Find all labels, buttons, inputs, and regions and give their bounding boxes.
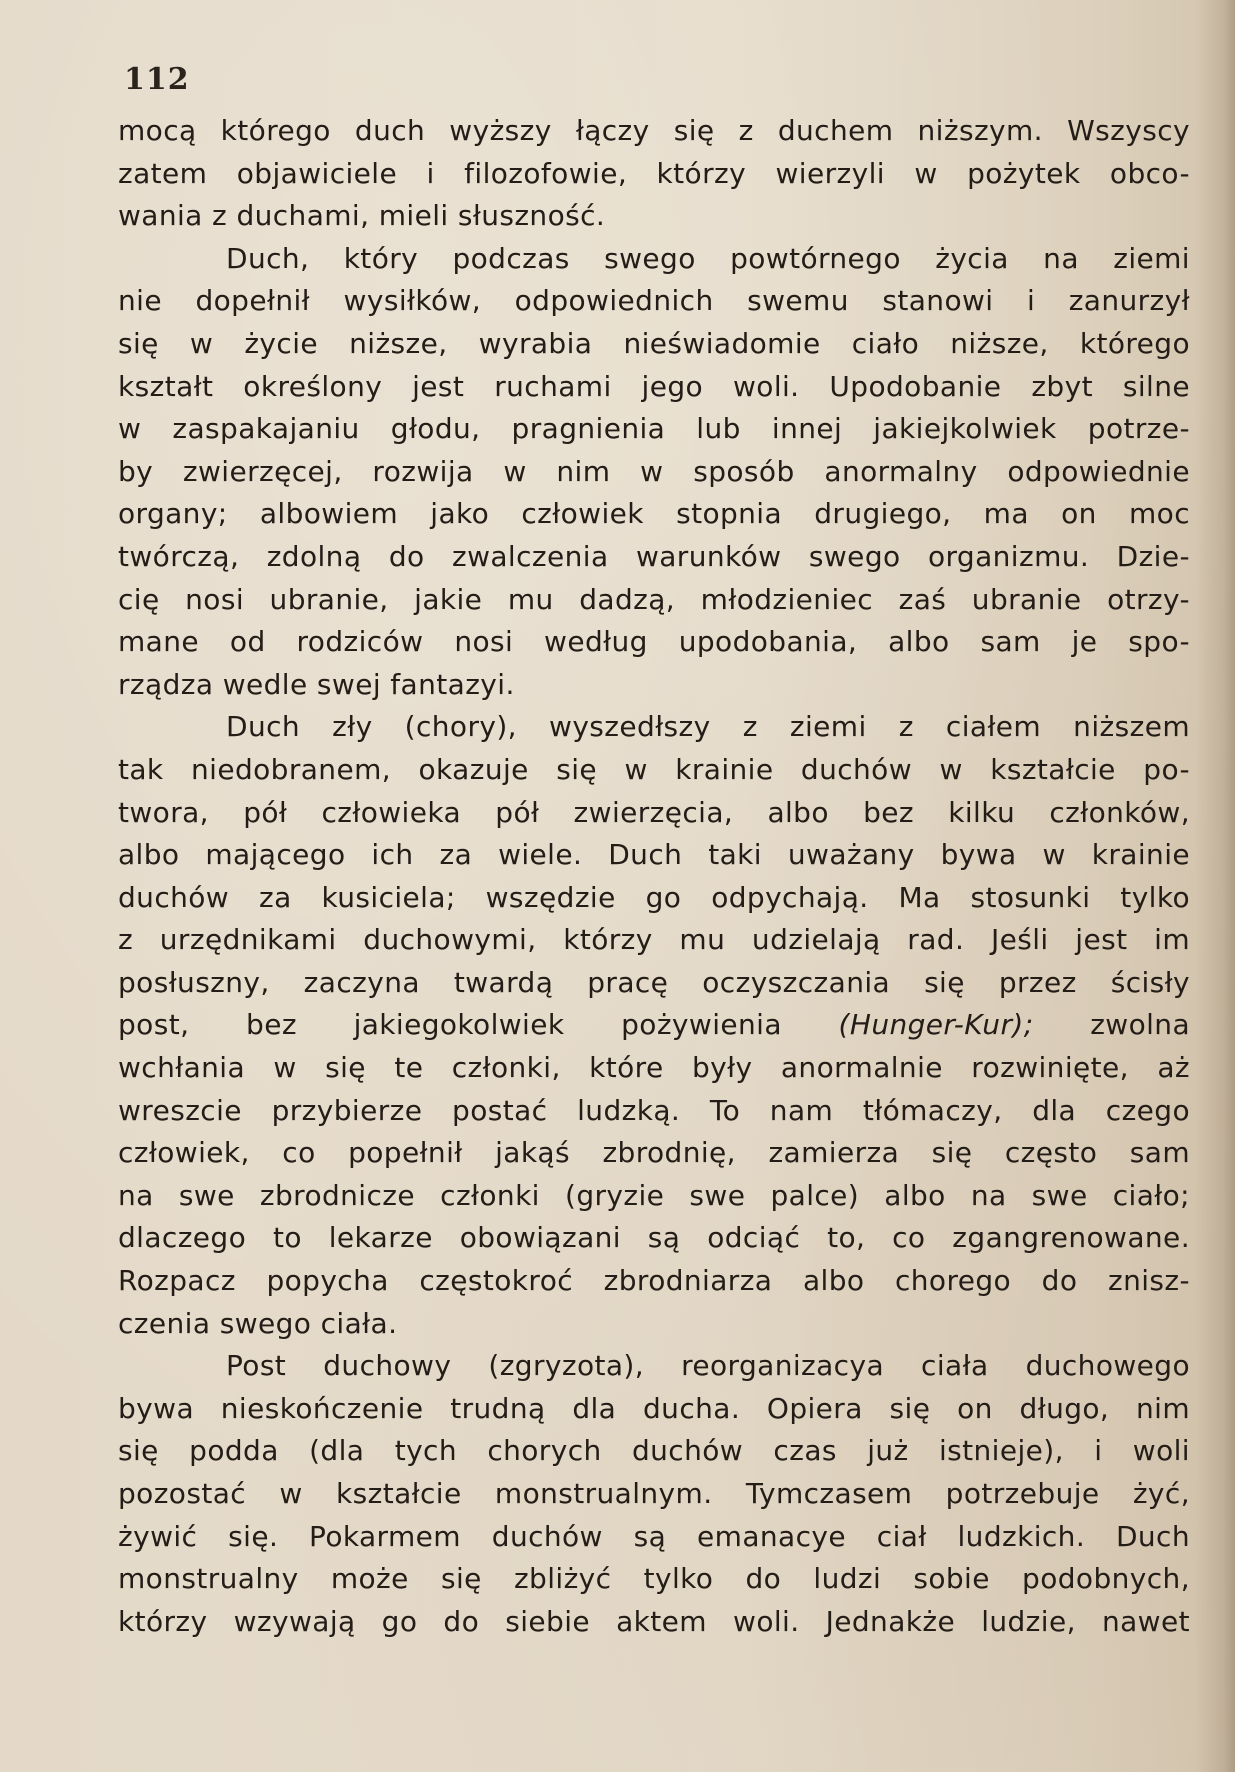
text-segment: post, bez jakiegokolwiek pożywienia (118, 1008, 782, 1042)
paragraph-first-line: Duch, który podczas swego powtórnego życia na ziemi (226, 241, 1190, 275)
text-line: pozostać w kształcie monstrualnym. Tymczasem potrzebuje żyć, (118, 1477, 1190, 1510)
text-line: wreszcie przybierze postać ludzką. To nam tłómaczy, dla czego (118, 1093, 1190, 1127)
text-line: mane od rodziców nosi według upodobania, albo sam je spo- (118, 625, 1190, 659)
text-line: albo mającego ich za wiele. Duch taki uważany bywa w krainie (118, 838, 1190, 872)
page-edge-shadow (1195, 0, 1235, 1772)
text-line: w zaspakajaniu głodu, pragnienia lub innej jakiejkolwiek potrze- (118, 412, 1190, 446)
paragraph-first-line: Duch zły (chory), wyszedłszy z ziemi z ciałem niższem (226, 710, 1190, 744)
text-line: bywa nieskończenie trudną dla ducha. Opiera się on długo, nim (118, 1391, 1190, 1425)
text-line: żywić się. Pokarmem duchów są emanacye ciał ludzkich. Duch (118, 1519, 1190, 1553)
text-line: którzy wzywają go do siebie aktem woli. Jednakże ludzie, nawet (118, 1604, 1190, 1638)
text-line: na swe zbrodnicze członki (gryzie swe palce) albo na swe ciało; (118, 1178, 1190, 1212)
text-line: się w życie niższe, wyrabia nieświadomie ciało niższe, którego (118, 326, 1190, 360)
paragraph-first-line: Post duchowy (zgryzota), reorganizacya ciała duchowego (226, 1349, 1190, 1383)
text-line: człowiek, co popełnił jakąś zbrodnię, zamierza się często sam (118, 1136, 1190, 1170)
text-line: tak niedobranem, okazuje się w krainie duchów w kształcie po- (118, 752, 1190, 786)
text-line: się podda (dla tych chorych duchów czas już istnieje), i woli (118, 1434, 1190, 1468)
page-number: 112 (124, 62, 190, 97)
text-line: nie dopełnił wysiłków, odpowiednich swemu stanowi i zanurzył (118, 284, 1190, 318)
text-line: Rozpacz popycha częstokroć zbrodniarza albo chorego do znisz- (118, 1264, 1190, 1298)
text-line: rządza wedle swej fantazyi. (118, 667, 515, 701)
text-line: organy; albowiem jako człowiek stopnia drugiego, ma on moc (118, 497, 1190, 531)
text-segment: zwolna (1090, 1008, 1190, 1042)
text-line: zatem objawiciele i filozofowie, którzy wierzyli w pożytek obco- (118, 156, 1190, 190)
text-line: wchłania w się te członki, które były anormalnie rozwinięte, aż (118, 1051, 1190, 1085)
text-line: twora, pół człowieka pół zwierzęcia, albo bez kilku członków, (118, 795, 1190, 829)
text-line: cię nosi ubranie, jakie mu dadzą, młodzieniec zaś ubranie otrzy- (118, 582, 1190, 616)
text-line-with-emphasis (118, 1004, 1190, 1047)
text-line: duchów za kusiciela; wszędzie go odpychają. Ma stosunki tylko (118, 880, 1190, 914)
text-line: z urzędnikami duchowymi, którzy mu udzielają rad. Jeśli jest im (118, 923, 1190, 957)
text-line: kształt określony jest ruchami jego woli. Upodobanie zbyt silne (118, 369, 1190, 403)
text-line: mocą którego duch wyższy łączy się z duchem niższym. Wszyscy (118, 114, 1190, 147)
text-line (118, 962, 1190, 1005)
text-line: dlaczego to lekarze obowiązani są odciąć to, co zgangrenowane. (118, 1221, 1190, 1255)
text-line: czenia swego ciała. (118, 1306, 398, 1340)
text-line: monstrualny może się zbliżyć tylko do ludzi sobie podobnych, (118, 1562, 1190, 1596)
text-segment: posłuszny, zaczyna twardą pracę oczyszczania się przez ścisły (118, 965, 1190, 999)
text-line: wania z duchami, mieli słuszność. (118, 199, 606, 233)
italic-term: (Hunger-Kur); (838, 1008, 1034, 1042)
body-text (118, 110, 1190, 1643)
text-line: twórczą, zdolną do zwalczenia warunków swego organizmu. Dzie- (118, 539, 1190, 573)
text-line: by zwierzęcej, rozwija w nim w sposób anormalny odpowiednie (118, 454, 1190, 488)
